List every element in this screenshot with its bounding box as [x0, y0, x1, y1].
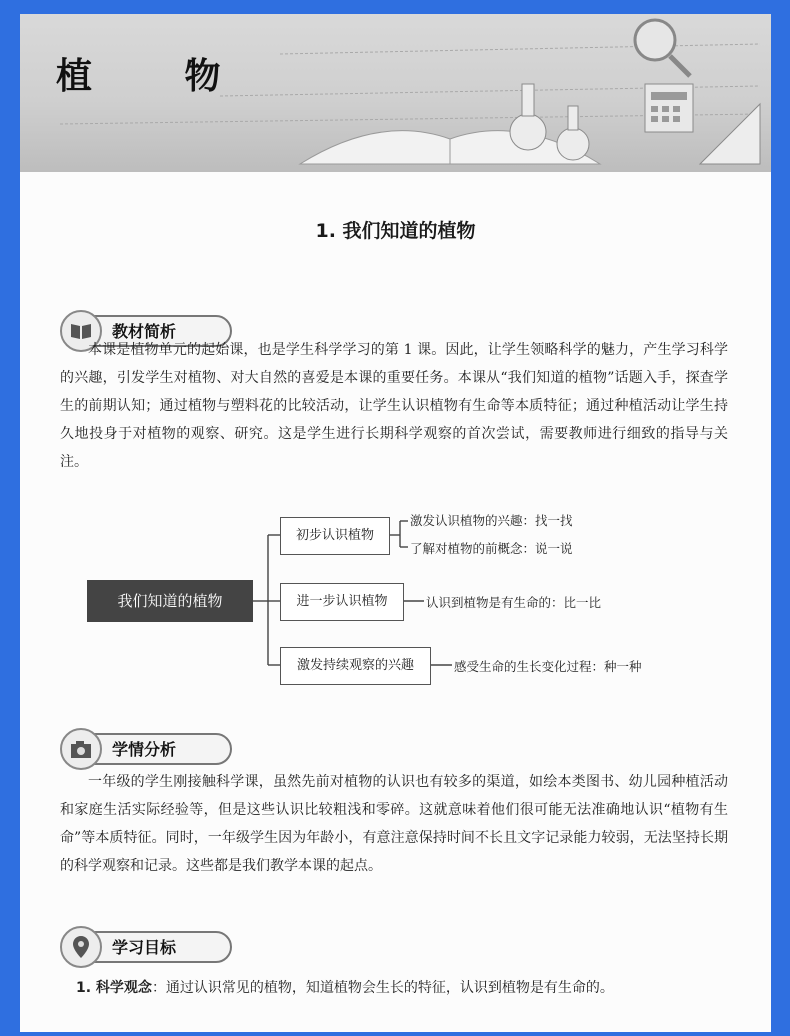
section-label: 学情分析	[112, 740, 177, 759]
goal-item-1-label: 1. 科学观念	[76, 980, 152, 996]
mind-map-leaf: 感受生命的生长变化过程：种一种	[454, 659, 642, 674]
mind-map-leaf: 了解对植物的前概念：说一说	[410, 541, 573, 556]
mind-map-leaf: 激发认识植物的兴趣：找一找	[410, 513, 573, 528]
location-pin-icon	[60, 926, 102, 968]
mind-map-node: 初步认识植物	[280, 517, 390, 555]
section-label: 教材简析	[112, 322, 177, 341]
section-label: 学习目标	[112, 938, 177, 957]
section-header-goals	[60, 926, 240, 964]
mind-map-node: 激发持续观察的兴趣	[280, 647, 431, 685]
mind-map-node: 进一步认识植物	[280, 583, 404, 621]
goal-item-1-text: ：通过认识常见的植物，知道植物会生长的特征，认识到植物是有生命的。	[151, 980, 614, 996]
learner-paragraph	[60, 768, 728, 880]
camera-icon	[60, 728, 102, 770]
goal-item-1	[76, 974, 736, 1002]
chapter-title: 1. 我们知道的植物	[315, 220, 476, 242]
mind-map-root: 我们知道的植物	[87, 580, 253, 622]
page-title: 植 物	[56, 56, 261, 97]
learner-text: 一年级的学生刚接触科学课，虽然先前对植物的认识也有较多的渠道，如绘本类图书、幼儿园种植活动和家庭生活实际经验等，但是这些认识比较粗浅和零碎。这就意味着他们很可能无法准确地认识“植物有生命”等本质特征。同时，一年级学生因为年龄小，有意注意保持时间不长且文字记录能力较弱，无法坚持长期的科学观察和记录。这些都是我们教学本课的起点。	[60, 774, 728, 874]
section-header-learner	[60, 728, 240, 766]
page	[20, 14, 771, 1032]
mind-map-leaf: 认识到植物是有生命的：比一比	[426, 595, 602, 610]
analysis-text: 本课是植物单元的起始课，也是学生科学学习的第 1 课。因此，让学生领略科学的魅力，产生学习科学的兴趣，引发学生对植物、对大自然的喜爱是本课的重要任务。本课从“我们知道的植物”话题入手，探查学生的前期认知；通过植物与塑料花的比较活动，让学生认识植物有生命等本质特征；通过种植活动让学生持久地投身于对植物的观察、研究。这是学生进行长期科学观察的首次尝试，需要教师进行细致的指导与关注。	[60, 342, 728, 470]
